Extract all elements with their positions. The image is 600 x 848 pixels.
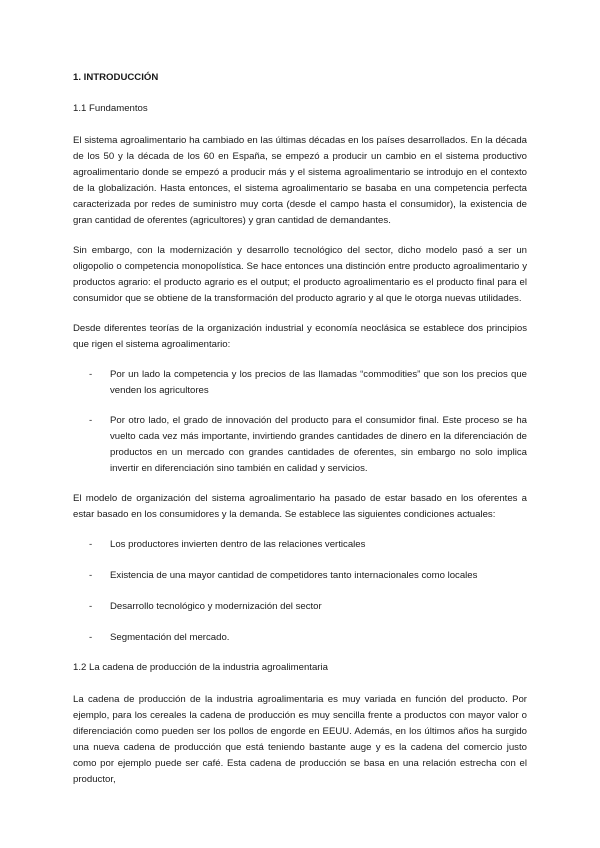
paragraph-2: Sin embargo, con la modernización y desarrollo tecnológico del sector, dicho modelo pasó a ser un oligopolio o competencia monopolística. Se hace entonces una distinción entre producto agroalimentario y productos agrario: el producto agrario es el output; el producto agroalimentario es el producto final para el consumidor que se obtiene de la transformación del producto agrario y al que le otorga nuevas utilidades. (73, 245, 527, 304)
list-item: - Por otro lado, el grado de innovación del producto para el consumidor final. Este proceso se ha vuelto cada vez más importante, invirtiendo grandes cantidades de dinero en la diferenciación de productos en un mercado con grandes cantidades de oferentes, sin embargo no solo implica invertir en diferenciación sino también en calidad y servicios. (73, 413, 527, 477)
list-item: - Los productores invierten dentro de las relaciones verticales (73, 537, 527, 553)
subsection-heading-cadena-produccion: 1.2 La cadena de producción de la industria agroalimentaria (73, 662, 328, 673)
list-item: - Segmentación del mercado. (73, 630, 527, 646)
paragraph-4: El modelo de organización del sistema agroalimentario ha pasado de estar basado en los oferentes a estar basado en los consumidores y la demanda. Se establece las siguientes condiciones actuales: (73, 493, 527, 520)
document-body (73, 70, 527, 802)
section-heading-introduccion: 1. INTRODUCCIÓN (73, 72, 159, 83)
paragraph-5: La cadena de producción de la industria agroalimentaria es muy variada en función del producto. Por ejemplo, para los cereales la cadena de producción es muy sencilla frente a productos con mayor valor o diferenciación como pueden ser los pollos de engorde en EEUU. Además, en los últimos años ha surgido una nueva cadena de producción que está teniendo bastante auge y es la cadena del comercio justo como por ejemplo puede ser café. Esta cadena de producción se basa en una relación estrecha con el productor, (73, 694, 527, 785)
paragraph-1: El sistema agroalimentario ha cambiado en las últimas décadas en los países desarrollados. En la década de los 50 y la década de los 60 en España, se empezó a producir un cambio en el sistema productivo agroalimentario donde se empezó a producir más y el sistema agroalimentario se introdujo en el contexto de la globalización. Hasta entonces, el sistema agroalimentario se basaba en una competencia perfecta caracterizada por redes de suministro muy corta (desde el campo hasta el consumidor), la existencia de gran cantidad de oferentes (agricultores) y gran cantidad de demandantes. (73, 135, 527, 226)
list-item: - Desarrollo tecnológico y modernización del sector (73, 599, 527, 615)
conditions-list (73, 537, 527, 646)
principles-list (73, 367, 527, 477)
paragraph-3: Desde diferentes teorías de la organización industrial y economía neoclásica se establece dos principios que rigen el sistema agroalimentario: (73, 323, 527, 350)
subsection-heading-fundamentos: 1.1 Fundamentos (73, 103, 148, 114)
list-item: - Por un lado la competencia y los precios de las llamadas “commodities” que son los precios que venden los agricultores (73, 367, 527, 399)
list-item: - Existencia de una mayor cantidad de competidores tanto internacionales como locales (73, 568, 527, 584)
